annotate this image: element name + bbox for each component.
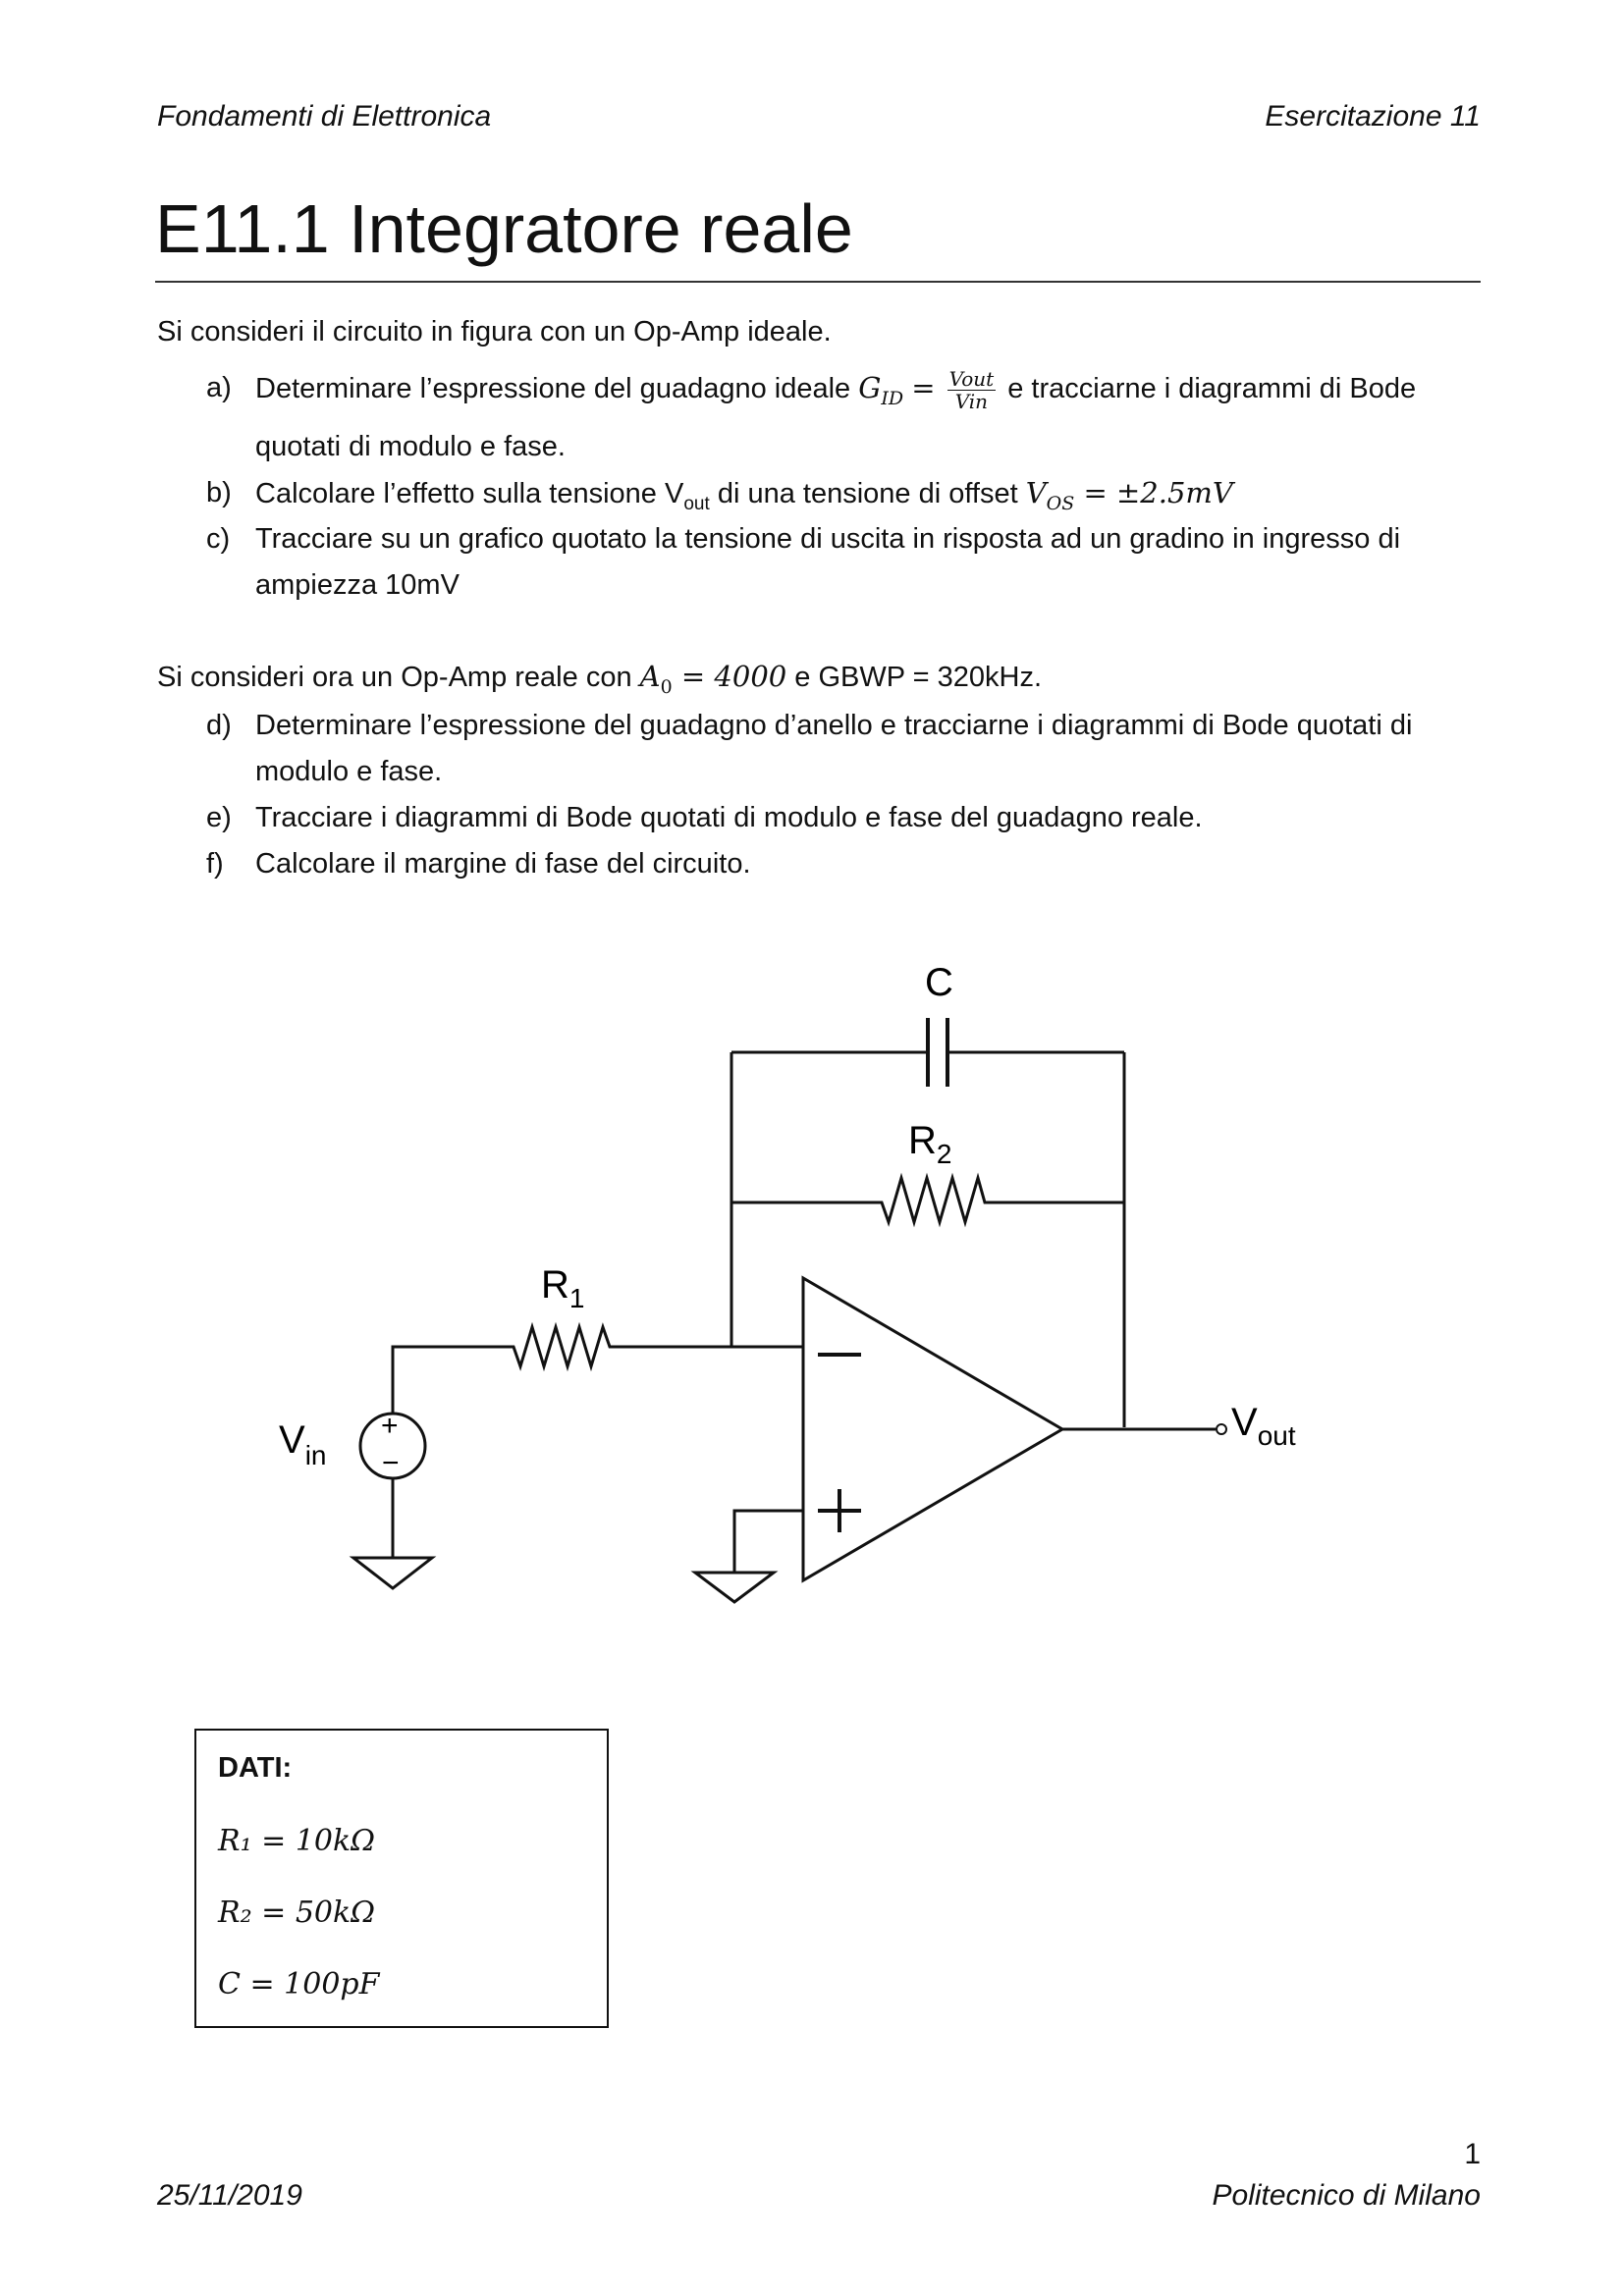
- item-text: modulo e fase.: [255, 756, 443, 787]
- item-text: ampiezza 10mV: [255, 569, 460, 601]
- item-text: Determinare l’espressione del guadagno d’anello e tracciarne i diagrammi di Bode quotati di: [255, 710, 1413, 741]
- item-text: quotati di modulo e fase.: [255, 431, 566, 462]
- label-r2: $R_2$: [908, 1119, 952, 1169]
- item-text: e tracciarne i diagrammi di Bode: [1007, 373, 1417, 404]
- formula-gid: $G_{ID}$: [858, 371, 904, 409]
- label-vout: $V_{out}$: [1231, 1401, 1296, 1451]
- data-c: C = 100pF: [218, 1967, 380, 2002]
- item-text: Tracciare i diagrammi di Bode quotati di modulo e fase del guadagno reale.: [255, 802, 1203, 833]
- data-box: [194, 1729, 609, 2028]
- data-r1: R₁ = 10kΩ: [218, 1824, 376, 1858]
- real-intro: Si consideri ora un Op-Amp reale con $A_0 = 4000$ e GBWP = 320kHz.: [157, 660, 1043, 698]
- resistor-r2: [731, 1178, 1124, 1222]
- footer-institution: Politecnico di Milano: [1212, 2179, 1481, 2212]
- ground-icon: [353, 1558, 432, 1588]
- header-session: Esercitazione 11: [1265, 100, 1481, 133]
- formula-fraction: $\frac{\text{Vout}}{\text{Vin}}$: [948, 366, 995, 413]
- page-title: E11.1 Integratore reale: [155, 194, 1481, 283]
- intro-text: Si consideri il circuito in figura con un Op-Amp ideale.: [157, 316, 832, 347]
- formula-a0: $A_0 = 4000$: [639, 660, 787, 698]
- data-r2: R₂ = 50kΩ: [218, 1896, 376, 1930]
- plus-input-wire: [734, 1511, 803, 1573]
- header-course: Fondamenti di Elettronica: [157, 100, 492, 133]
- resistor-r1: [393, 1327, 803, 1414]
- formula-vos: $V_{OS} = \pm 2.5mV$: [1025, 476, 1233, 514]
- item-label: c): [206, 523, 231, 555]
- item-label: d): [206, 710, 232, 741]
- output-terminal: [1217, 1424, 1226, 1434]
- document-page: Fondamenti di Elettronica Esercitazione 11 E11.1 Integratore reale Si consideri il circuito in figura con un Op-Amp ideale. a) Determinare l’espressione del guadagno ideale $G_{ID}$ = $\frac{\text{Vout}}{\text{Vin}}$ e tracciarne i diagrammi di Bode quotati di modulo e fase. b) Calcolare l’effetto sulla tensione $V_{out}$ di una tensione di offset $V_{OS} = \pm 2.5mV$ c) Tracciare su un grafico quotato la tensione di uscita in risposta ad un gradino in ingresso di ampiezza 10mV Si consideri ora un Op-Amp reale con $A_0 = 4000$ e GBWP = 320kHz. d) Determinare l’espressione del guadagno d’anello e tracciarne i diagrammi di Bode quotati di modulo e fase. e) Tracciare i diagrammi di Bode quotati di modulo e fase del guadagno reale. f) Calcolare il margine di fase del circuito. C $R_2$ $R_1$ $V_{in}$ $V_{out}$ + − DATI: R₁ = 10kΩ R₂ = 50kΩ C = 100pF 1 25/11/2019 Politecnico di Milano: [0, 0, 1623, 2296]
- page-number: 1: [1464, 2138, 1481, 2170]
- label-vin: $V_{in}$: [279, 1418, 327, 1470]
- data-box-title: DATI:: [218, 1752, 293, 1784]
- ground-icon: [695, 1573, 774, 1602]
- item-label: a): [206, 372, 232, 403]
- item-label: e): [206, 802, 232, 833]
- item-label: b): [206, 477, 232, 508]
- item-label: f): [206, 848, 224, 880]
- footer-date: 25/11/2019: [157, 2179, 302, 2212]
- item-text: Tracciare su un grafico quotato la tensione di uscita in risposta ad un gradino in ingresso di: [255, 523, 1401, 555]
- item-text: di una tensione di offset: [717, 478, 1018, 509]
- source-plus: +: [381, 1410, 399, 1442]
- item-text: Calcolare l’effetto sulla tensione V: [255, 478, 684, 509]
- label-r1: $R_1$: [541, 1263, 585, 1313]
- opamp-triangle: [803, 1278, 1062, 1580]
- source-minus: −: [382, 1447, 400, 1479]
- label-c: C: [925, 961, 953, 1004]
- item-text: Determinare l’espressione del guadagno ideale: [255, 373, 851, 404]
- item-text: Calcolare il margine di fase del circuito.: [255, 848, 751, 880]
